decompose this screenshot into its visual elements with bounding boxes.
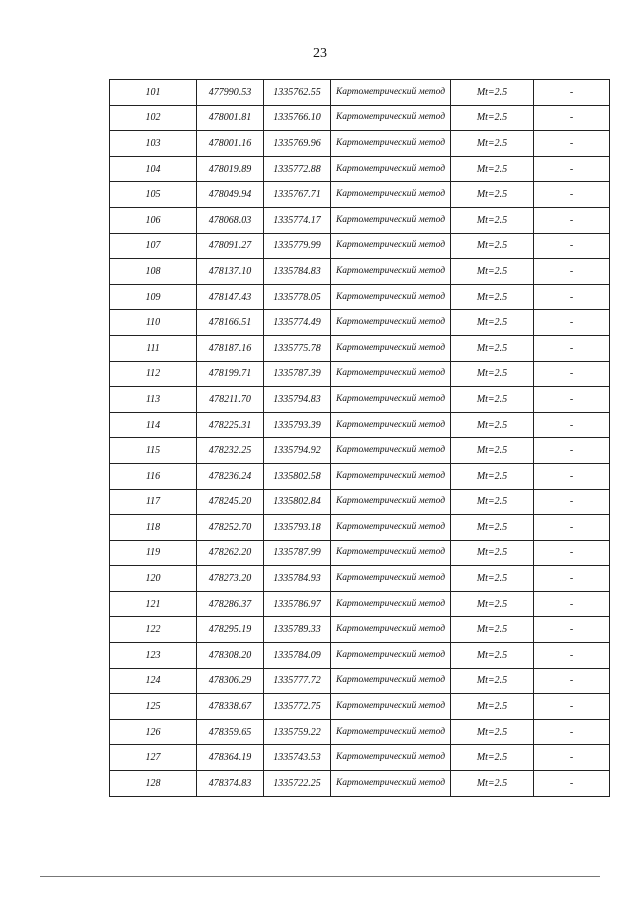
point-number-cell: 104 (110, 156, 197, 182)
y-coordinate-cell: 1335759.22 (264, 719, 331, 745)
x-coordinate-cell: 478308.20 (197, 643, 264, 669)
note-cell: - (534, 284, 610, 310)
table-row (110, 566, 610, 592)
note-cell: - (534, 719, 610, 745)
accuracy-cell: Mt=2.5 (451, 463, 534, 489)
x-coordinate-cell: 478211.70 (197, 387, 264, 413)
accuracy-cell: Mt=2.5 (451, 80, 534, 106)
y-coordinate-cell: 1335794.92 (264, 438, 331, 464)
point-number-cell: 119 (110, 540, 197, 566)
table-row (110, 515, 610, 541)
accuracy-cell: Mt=2.5 (451, 745, 534, 771)
table-row (110, 182, 610, 208)
accuracy-cell: Mt=2.5 (451, 412, 534, 438)
point-number-cell: 118 (110, 515, 197, 541)
y-coordinate-cell: 1335784.09 (264, 643, 331, 669)
y-coordinate-cell: 1335743.53 (264, 745, 331, 771)
x-coordinate-cell: 478147.43 (197, 284, 264, 310)
table-row (110, 310, 610, 336)
accuracy-cell: Mt=2.5 (451, 515, 534, 541)
table-row (110, 617, 610, 643)
point-number-cell: 120 (110, 566, 197, 592)
table-row (110, 694, 610, 720)
accuracy-cell: Mt=2.5 (451, 643, 534, 669)
table-row (110, 771, 610, 797)
note-cell: - (534, 438, 610, 464)
table-row (110, 156, 610, 182)
accuracy-cell: Mt=2.5 (451, 259, 534, 285)
y-coordinate-cell: 1335775.78 (264, 335, 331, 361)
point-number-cell: 103 (110, 131, 197, 157)
method-cell: Картометрический метод (331, 207, 451, 233)
note-cell: - (534, 617, 610, 643)
x-coordinate-cell: 478374.83 (197, 771, 264, 797)
method-cell: Картометрический метод (331, 515, 451, 541)
method-cell: Картометрический метод (331, 335, 451, 361)
accuracy-cell: Mt=2.5 (451, 540, 534, 566)
x-coordinate-cell: 478187.16 (197, 335, 264, 361)
method-cell: Картометрический метод (331, 540, 451, 566)
method-cell: Картометрический метод (331, 438, 451, 464)
note-cell: - (534, 540, 610, 566)
y-coordinate-cell: 1335774.49 (264, 310, 331, 336)
method-cell: Картометрический метод (331, 668, 451, 694)
table-row (110, 80, 610, 106)
note-cell: - (534, 591, 610, 617)
point-number-cell: 121 (110, 591, 197, 617)
method-cell: Картометрический метод (331, 489, 451, 515)
accuracy-cell: Mt=2.5 (451, 310, 534, 336)
note-cell: - (534, 694, 610, 720)
note-cell: - (534, 131, 610, 157)
y-coordinate-cell: 1335779.99 (264, 233, 331, 259)
table-row (110, 284, 610, 310)
y-coordinate-cell: 1335793.18 (264, 515, 331, 541)
y-coordinate-cell: 1335769.96 (264, 131, 331, 157)
coordinates-table (109, 79, 610, 797)
note-cell: - (534, 566, 610, 592)
accuracy-cell: Mt=2.5 (451, 156, 534, 182)
table-row (110, 438, 610, 464)
point-number-cell: 102 (110, 105, 197, 131)
method-cell: Картометрический метод (331, 284, 451, 310)
note-cell: - (534, 412, 610, 438)
point-number-cell: 107 (110, 233, 197, 259)
note-cell: - (534, 668, 610, 694)
x-coordinate-cell: 478273.20 (197, 566, 264, 592)
point-number-cell: 128 (110, 771, 197, 797)
accuracy-cell: Mt=2.5 (451, 207, 534, 233)
note-cell: - (534, 105, 610, 131)
point-number-cell: 127 (110, 745, 197, 771)
accuracy-cell: Mt=2.5 (451, 335, 534, 361)
table-row (110, 361, 610, 387)
accuracy-cell: Mt=2.5 (451, 668, 534, 694)
y-coordinate-cell: 1335766.10 (264, 105, 331, 131)
accuracy-cell: Mt=2.5 (451, 489, 534, 515)
table-row (110, 540, 610, 566)
method-cell: Картометрический метод (331, 643, 451, 669)
accuracy-cell: Mt=2.5 (451, 387, 534, 413)
y-coordinate-cell: 1335802.84 (264, 489, 331, 515)
accuracy-cell: Mt=2.5 (451, 591, 534, 617)
table-row (110, 412, 610, 438)
note-cell: - (534, 463, 610, 489)
accuracy-cell: Mt=2.5 (451, 182, 534, 208)
method-cell: Картометрический метод (331, 566, 451, 592)
method-cell: Картометрический метод (331, 105, 451, 131)
point-number-cell: 101 (110, 80, 197, 106)
method-cell: Картометрический метод (331, 156, 451, 182)
note-cell: - (534, 489, 610, 515)
note-cell: - (534, 310, 610, 336)
x-coordinate-cell: 478019.89 (197, 156, 264, 182)
accuracy-cell: Mt=2.5 (451, 438, 534, 464)
x-coordinate-cell: 478091.27 (197, 233, 264, 259)
x-coordinate-cell: 478338.67 (197, 694, 264, 720)
table-row (110, 643, 610, 669)
method-cell: Картометрический метод (331, 412, 451, 438)
accuracy-cell: Mt=2.5 (451, 105, 534, 131)
point-number-cell: 123 (110, 643, 197, 669)
x-coordinate-cell: 478225.31 (197, 412, 264, 438)
method-cell: Картометрический метод (331, 463, 451, 489)
note-cell: - (534, 233, 610, 259)
table-row (110, 745, 610, 771)
table-row (110, 207, 610, 233)
y-coordinate-cell: 1335786.97 (264, 591, 331, 617)
method-cell: Картометрический метод (331, 591, 451, 617)
point-number-cell: 114 (110, 412, 197, 438)
coordinates-table-body (110, 80, 610, 797)
point-number-cell: 117 (110, 489, 197, 515)
table-row (110, 335, 610, 361)
y-coordinate-cell: 1335772.75 (264, 694, 331, 720)
x-coordinate-cell: 478232.25 (197, 438, 264, 464)
x-coordinate-cell: 478068.03 (197, 207, 264, 233)
method-cell: Картометрический метод (331, 182, 451, 208)
point-number-cell: 125 (110, 694, 197, 720)
point-number-cell: 105 (110, 182, 197, 208)
method-cell: Картометрический метод (331, 131, 451, 157)
x-coordinate-cell: 477990.53 (197, 80, 264, 106)
table-row (110, 387, 610, 413)
note-cell: - (534, 643, 610, 669)
y-coordinate-cell: 1335722.25 (264, 771, 331, 797)
point-number-cell: 111 (110, 335, 197, 361)
point-number-cell: 110 (110, 310, 197, 336)
y-coordinate-cell: 1335774.17 (264, 207, 331, 233)
x-coordinate-cell: 478236.24 (197, 463, 264, 489)
accuracy-cell: Mt=2.5 (451, 771, 534, 797)
x-coordinate-cell: 478049.94 (197, 182, 264, 208)
y-coordinate-cell: 1335793.39 (264, 412, 331, 438)
point-number-cell: 108 (110, 259, 197, 285)
footer-divider (40, 876, 600, 877)
x-coordinate-cell: 478286.37 (197, 591, 264, 617)
accuracy-cell: Mt=2.5 (451, 566, 534, 592)
x-coordinate-cell: 478001.81 (197, 105, 264, 131)
table-row (110, 591, 610, 617)
y-coordinate-cell: 1335778.05 (264, 284, 331, 310)
method-cell: Картометрический метод (331, 310, 451, 336)
table-row (110, 489, 610, 515)
y-coordinate-cell: 1335794.83 (264, 387, 331, 413)
table-row (110, 259, 610, 285)
table-row (110, 105, 610, 131)
point-number-cell: 124 (110, 668, 197, 694)
accuracy-cell: Mt=2.5 (451, 233, 534, 259)
note-cell: - (534, 182, 610, 208)
accuracy-cell: Mt=2.5 (451, 284, 534, 310)
method-cell: Картометрический метод (331, 771, 451, 797)
method-cell: Картометрический метод (331, 617, 451, 643)
table-row (110, 668, 610, 694)
x-coordinate-cell: 478245.20 (197, 489, 264, 515)
y-coordinate-cell: 1335772.88 (264, 156, 331, 182)
y-coordinate-cell: 1335787.39 (264, 361, 331, 387)
method-cell: Картометрический метод (331, 80, 451, 106)
point-number-cell: 115 (110, 438, 197, 464)
method-cell: Картометрический метод (331, 233, 451, 259)
method-cell: Картометрический метод (331, 259, 451, 285)
point-number-cell: 106 (110, 207, 197, 233)
table-row (110, 233, 610, 259)
y-coordinate-cell: 1335787.99 (264, 540, 331, 566)
table-row (110, 131, 610, 157)
method-cell: Картометрический метод (331, 719, 451, 745)
point-number-cell: 112 (110, 361, 197, 387)
note-cell: - (534, 156, 610, 182)
table-row (110, 463, 610, 489)
y-coordinate-cell: 1335762.55 (264, 80, 331, 106)
note-cell: - (534, 515, 610, 541)
note-cell: - (534, 80, 610, 106)
accuracy-cell: Mt=2.5 (451, 361, 534, 387)
page-number: 23 (313, 46, 327, 61)
x-coordinate-cell: 478262.20 (197, 540, 264, 566)
y-coordinate-cell: 1335802.58 (264, 463, 331, 489)
accuracy-cell: Mt=2.5 (451, 694, 534, 720)
table-row (110, 719, 610, 745)
x-coordinate-cell: 478166.51 (197, 310, 264, 336)
y-coordinate-cell: 1335767.71 (264, 182, 331, 208)
method-cell: Картометрический метод (331, 745, 451, 771)
note-cell: - (534, 771, 610, 797)
x-coordinate-cell: 478137.10 (197, 259, 264, 285)
x-coordinate-cell: 478306.29 (197, 668, 264, 694)
accuracy-cell: Mt=2.5 (451, 719, 534, 745)
x-coordinate-cell: 478199.71 (197, 361, 264, 387)
note-cell: - (534, 259, 610, 285)
method-cell: Картометрический метод (331, 387, 451, 413)
point-number-cell: 122 (110, 617, 197, 643)
y-coordinate-cell: 1335777.72 (264, 668, 331, 694)
point-number-cell: 113 (110, 387, 197, 413)
x-coordinate-cell: 478295.19 (197, 617, 264, 643)
x-coordinate-cell: 478001.16 (197, 131, 264, 157)
note-cell: - (534, 745, 610, 771)
point-number-cell: 116 (110, 463, 197, 489)
note-cell: - (534, 361, 610, 387)
note-cell: - (534, 387, 610, 413)
y-coordinate-cell: 1335784.83 (264, 259, 331, 285)
x-coordinate-cell: 478359.65 (197, 719, 264, 745)
note-cell: - (534, 207, 610, 233)
method-cell: Картометрический метод (331, 361, 451, 387)
y-coordinate-cell: 1335789.33 (264, 617, 331, 643)
y-coordinate-cell: 1335784.93 (264, 566, 331, 592)
point-number-cell: 126 (110, 719, 197, 745)
accuracy-cell: Mt=2.5 (451, 617, 534, 643)
point-number-cell: 109 (110, 284, 197, 310)
x-coordinate-cell: 478252.70 (197, 515, 264, 541)
note-cell: - (534, 335, 610, 361)
x-coordinate-cell: 478364.19 (197, 745, 264, 771)
method-cell: Картометрический метод (331, 694, 451, 720)
accuracy-cell: Mt=2.5 (451, 131, 534, 157)
